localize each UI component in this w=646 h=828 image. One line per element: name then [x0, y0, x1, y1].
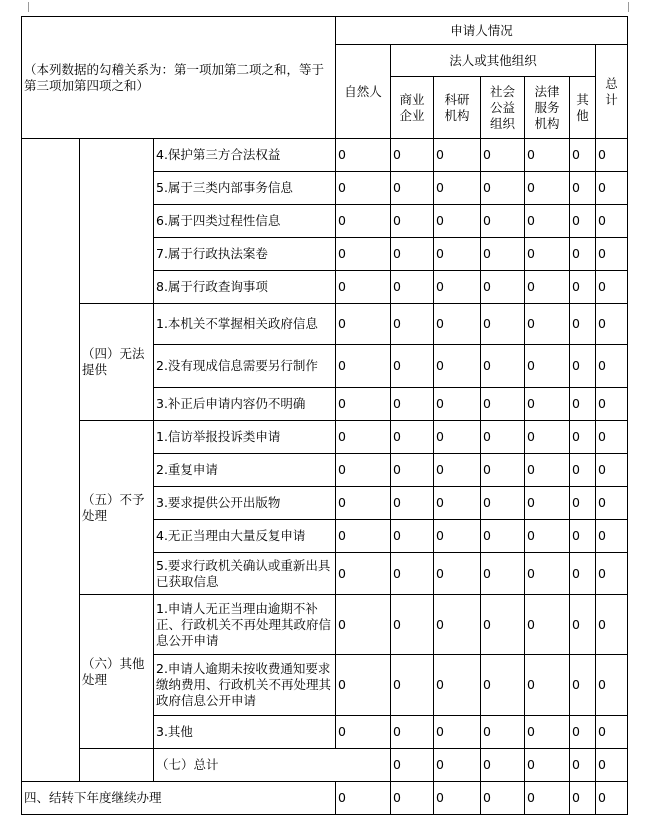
value-cell: 0 — [391, 782, 434, 815]
value-cell: 0 — [596, 454, 628, 487]
value-cell: 0 — [336, 271, 391, 304]
value-cell: 0 — [570, 421, 596, 454]
value-cell: 0 — [391, 205, 434, 238]
value-cell: 0 — [525, 716, 570, 749]
group-label-other-processing: （六）其他处理 — [80, 595, 154, 749]
value-cell: 0 — [525, 487, 570, 520]
value-cell: 0 — [525, 553, 570, 595]
value-cell: 0 — [336, 238, 391, 271]
value-cell: 0 — [596, 271, 628, 304]
value-cell: 0 — [596, 304, 628, 345]
value-cell: 0 — [525, 205, 570, 238]
row-label: 1.申请人无正当理由逾期不补正、行政机关不再处理其政府信息公开申请 — [154, 595, 336, 655]
value-cell: 0 — [525, 271, 570, 304]
value-cell: 0 — [525, 749, 570, 782]
value-cell: 0 — [596, 782, 628, 815]
value-cell: 0 — [391, 716, 434, 749]
value-cell: 0 — [525, 388, 570, 421]
value-cell: 0 — [570, 487, 596, 520]
value-cell: 0 — [570, 749, 596, 782]
value-cell: 0 — [596, 487, 628, 520]
value-cell: 0 — [481, 716, 525, 749]
row-label: 1.信访举报投诉类申请 — [154, 421, 336, 454]
group-label — [80, 139, 154, 304]
value-cell: 0 — [481, 238, 525, 271]
value-cell: 0 — [434, 487, 481, 520]
value-cell: 0 — [596, 655, 628, 716]
value-cell: 0 — [525, 421, 570, 454]
row-label: 2.没有现成信息需要另行制作 — [154, 345, 336, 388]
group-label-cannot-provide: （四）无法提供 — [80, 304, 154, 421]
header-note: （本列数据的勾稽关系为：第一项加第二项之和，等于第三项加第四项之和） — [22, 17, 336, 139]
value-cell: 0 — [434, 345, 481, 388]
value-cell: 0 — [336, 782, 391, 815]
value-cell: 0 — [434, 595, 481, 655]
value-cell: 0 — [481, 139, 525, 172]
value-cell: 0 — [434, 749, 481, 782]
value-cell: 0 — [391, 749, 434, 782]
value-cell: 0 — [336, 172, 391, 205]
value-cell: 0 — [434, 716, 481, 749]
value-cell: 0 — [481, 595, 525, 655]
value-cell: 0 — [434, 454, 481, 487]
value-cell: 0 — [481, 172, 525, 205]
value-cell: 0 — [336, 595, 391, 655]
row-label: 7.属于行政执法案卷 — [154, 238, 336, 271]
value-cell: 0 — [336, 553, 391, 595]
value-cell: 0 — [336, 454, 391, 487]
value-cell: 0 — [570, 782, 596, 815]
value-cell: 0 — [525, 304, 570, 345]
value-cell: 0 — [391, 421, 434, 454]
value-cell: 0 — [391, 345, 434, 388]
header-natural-person: 自然人 — [336, 45, 391, 139]
value-cell: 0 — [336, 388, 391, 421]
value-cell: 0 — [596, 205, 628, 238]
header-applicant: 申请人情况 — [336, 17, 628, 45]
value-cell: 0 — [481, 553, 525, 595]
value-cell: 0 — [391, 139, 434, 172]
value-cell: 0 — [336, 716, 391, 749]
value-cell: 0 — [434, 655, 481, 716]
value-cell: 0 — [570, 304, 596, 345]
header-col-public-welfare: 社会公益组织 — [481, 77, 525, 139]
value-cell: 0 — [481, 454, 525, 487]
value-cell: 0 — [481, 271, 525, 304]
value-cell: 0 — [391, 655, 434, 716]
value-cell: 0 — [481, 205, 525, 238]
value-cell: 0 — [570, 205, 596, 238]
value-cell: 0 — [570, 388, 596, 421]
value-cell: 0 — [391, 520, 434, 553]
value-cell: 0 — [596, 172, 628, 205]
value-cell: 0 — [391, 454, 434, 487]
value-cell: 0 — [391, 238, 434, 271]
row-label: 2.重复申请 — [154, 454, 336, 487]
row-label: 3.其他 — [154, 716, 336, 749]
value-cell: 0 — [434, 304, 481, 345]
value-cell: 0 — [570, 520, 596, 553]
value-cell: 0 — [525, 345, 570, 388]
value-cell: 0 — [570, 595, 596, 655]
value-cell: 0 — [434, 205, 481, 238]
value-cell: 0 — [481, 421, 525, 454]
value-cell: 0 — [434, 553, 481, 595]
value-cell: 0 — [336, 655, 391, 716]
value-cell: 0 — [596, 388, 628, 421]
value-cell: 0 — [391, 595, 434, 655]
value-cell: 0 — [391, 487, 434, 520]
row-label: 5.要求行政机关确认或重新出具已获取信息 — [154, 553, 336, 595]
value-cell: 0 — [434, 520, 481, 553]
value-cell: 0 — [481, 487, 525, 520]
outer-blank-cell — [22, 139, 80, 782]
page-corner-right — [628, 2, 639, 12]
total-row-label: （七）总计 — [154, 749, 391, 782]
value-cell: 0 — [336, 421, 391, 454]
row-label: 3.要求提供公开出版物 — [154, 487, 336, 520]
value-cell: 0 — [570, 139, 596, 172]
header-col-business: 商业企业 — [391, 77, 434, 139]
value-cell: 0 — [434, 388, 481, 421]
value-cell: 0 — [596, 716, 628, 749]
group-label-not-processed: （五）不予处理 — [80, 421, 154, 595]
value-cell: 0 — [596, 345, 628, 388]
header-total: 总计 — [596, 45, 628, 139]
value-cell: 0 — [481, 655, 525, 716]
value-cell: 0 — [434, 421, 481, 454]
value-cell: 0 — [570, 172, 596, 205]
value-cell: 0 — [336, 304, 391, 345]
value-cell: 0 — [525, 520, 570, 553]
value-cell: 0 — [525, 782, 570, 815]
value-cell: 0 — [525, 238, 570, 271]
value-cell: 0 — [434, 139, 481, 172]
value-cell: 0 — [570, 345, 596, 388]
carry-over-row-label: 四、结转下年度继续办理 — [22, 782, 336, 815]
value-cell: 0 — [434, 172, 481, 205]
row-label: 5.属于三类内部事务信息 — [154, 172, 336, 205]
value-cell: 0 — [596, 595, 628, 655]
outer-blank-cell — [80, 749, 154, 782]
row-label: 6.属于四类过程性信息 — [154, 205, 336, 238]
value-cell: 0 — [596, 553, 628, 595]
value-cell: 0 — [570, 655, 596, 716]
value-cell: 0 — [336, 205, 391, 238]
value-cell: 0 — [481, 782, 525, 815]
value-cell: 0 — [525, 595, 570, 655]
value-cell: 0 — [434, 271, 481, 304]
header-legal-group: 法人或其他组织 — [391, 45, 596, 77]
value-cell: 0 — [596, 520, 628, 553]
row-label: 3.补正后申请内容仍不明确 — [154, 388, 336, 421]
value-cell: 0 — [336, 345, 391, 388]
value-cell: 0 — [481, 749, 525, 782]
value-cell: 0 — [391, 271, 434, 304]
value-cell: 0 — [596, 238, 628, 271]
value-cell: 0 — [481, 345, 525, 388]
row-label: 4.无正当理由大量反复申请 — [154, 520, 336, 553]
value-cell: 0 — [336, 139, 391, 172]
value-cell: 0 — [391, 172, 434, 205]
value-cell: 0 — [391, 304, 434, 345]
statistics-table — [21, 16, 628, 815]
value-cell: 0 — [481, 304, 525, 345]
value-cell: 0 — [336, 487, 391, 520]
value-cell: 0 — [570, 716, 596, 749]
value-cell: 0 — [525, 172, 570, 205]
value-cell: 0 — [525, 655, 570, 716]
value-cell: 0 — [570, 553, 596, 595]
value-cell: 0 — [391, 388, 434, 421]
value-cell: 0 — [525, 454, 570, 487]
header-col-research: 科研机构 — [434, 77, 481, 139]
value-cell: 0 — [481, 388, 525, 421]
value-cell: 0 — [570, 238, 596, 271]
value-cell: 0 — [336, 520, 391, 553]
value-cell: 0 — [570, 271, 596, 304]
value-cell: 0 — [481, 520, 525, 553]
header-col-other: 其他 — [570, 77, 596, 139]
value-cell: 0 — [596, 139, 628, 172]
value-cell: 0 — [570, 454, 596, 487]
value-cell: 0 — [391, 553, 434, 595]
row-label: 1.本机关不掌握相关政府信息 — [154, 304, 336, 345]
row-label: 2.申请人逾期未按收费通知要求缴纳费用、行政机关不再处理其政府信息公开申请 — [154, 655, 336, 716]
row-label: 8.属于行政查询事项 — [154, 271, 336, 304]
page-corner-left — [18, 2, 29, 12]
value-cell: 0 — [596, 749, 628, 782]
value-cell: 0 — [434, 238, 481, 271]
row-label: 4.保护第三方合法权益 — [154, 139, 336, 172]
value-cell: 0 — [525, 139, 570, 172]
value-cell: 0 — [596, 421, 628, 454]
value-cell: 0 — [434, 782, 481, 815]
header-col-legal-service: 法律服务机构 — [525, 77, 570, 139]
